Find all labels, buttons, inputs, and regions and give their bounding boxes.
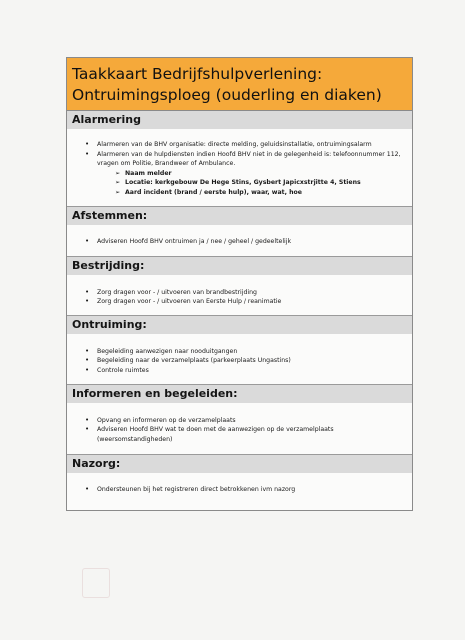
sub-list (85, 169, 406, 197)
list-item: • Adviseren Hoofd BHV wat te doen met de aanwezigen op de verzamelplaats (weersomstandigheden) (85, 425, 406, 444)
sub-item: ➢ Aard incident (brand / eerste hulp), waar, wat, hoe (115, 188, 406, 197)
section-body (67, 129, 412, 206)
title-line-2: Ontruimingsploeg (ouderling en diaken) (72, 86, 382, 104)
section-body (67, 403, 412, 455)
section-heading: Alarmering (67, 111, 412, 129)
list-item: • Controle ruimtes (85, 366, 406, 376)
bullet-list (85, 288, 406, 307)
section-body (67, 275, 412, 315)
list-item: • Alarmeren van de BHV organisatie: directe melding, geluidsinstallatie, ontruimingsalarm (85, 140, 406, 150)
section-afstemmen (67, 207, 412, 257)
card-title (67, 58, 412, 111)
bullet-list (85, 416, 406, 445)
list-item: • Zorg dragen voor - / uitvoeren van Eerste Hulp / reanimatie (85, 297, 406, 307)
bullet-list (85, 140, 406, 169)
task-card (66, 57, 413, 511)
list-item: • Zorg dragen voor - / uitvoeren van brandbestrijding (85, 288, 406, 298)
section-body (67, 473, 412, 510)
list-item: • Begeleiding naar de verzamelplaats (parkeerplaats Ungastins) (85, 356, 406, 366)
section-bestrijding (67, 257, 412, 316)
list-item: • Opvang en informeren op de verzamelplaats (85, 416, 406, 426)
bullet-list (85, 485, 406, 495)
section-heading: Bestrijding: (67, 257, 412, 275)
bleed-through-logo (82, 568, 110, 598)
sub-item: ➢ Naam melder (115, 169, 406, 178)
sub-item: ➢ Locatie: kerkgebouw De Hege Stins, Gysbert Japicxstrjitte 4, Stiens (115, 178, 406, 187)
bullet-list (85, 237, 406, 247)
bullet-list (85, 347, 406, 376)
title-line-1: Taakkaart Bedrijfshulpverlening: (72, 65, 323, 83)
section-informeren (67, 385, 412, 456)
list-item: • Alarmeren van de hulpdiensten indien Hoofd BHV niet in de gelegenheid is: telefoonnummer 112, vragen om Politie, Brandweer of Ambulance. (85, 150, 406, 169)
section-heading: Afstemmen: (67, 207, 412, 225)
list-item: • Begeleiding aanwezigen naar nooduitgangen (85, 347, 406, 357)
list-item: • Ondersteunen bij het registreren direct betrokkenen ivm nazorg (85, 485, 406, 495)
section-alarmering (67, 111, 412, 207)
list-item: • Adviseren Hoofd BHV ontruimen ja / nee / geheel / gedeeltelijk (85, 237, 406, 247)
section-heading: Ontruiming: (67, 316, 412, 334)
section-nazorg (67, 455, 412, 510)
section-body (67, 225, 412, 256)
section-heading: Nazorg: (67, 455, 412, 473)
section-body (67, 334, 412, 384)
section-heading: Informeren en begeleiden: (67, 385, 412, 403)
section-ontruiming (67, 316, 412, 385)
